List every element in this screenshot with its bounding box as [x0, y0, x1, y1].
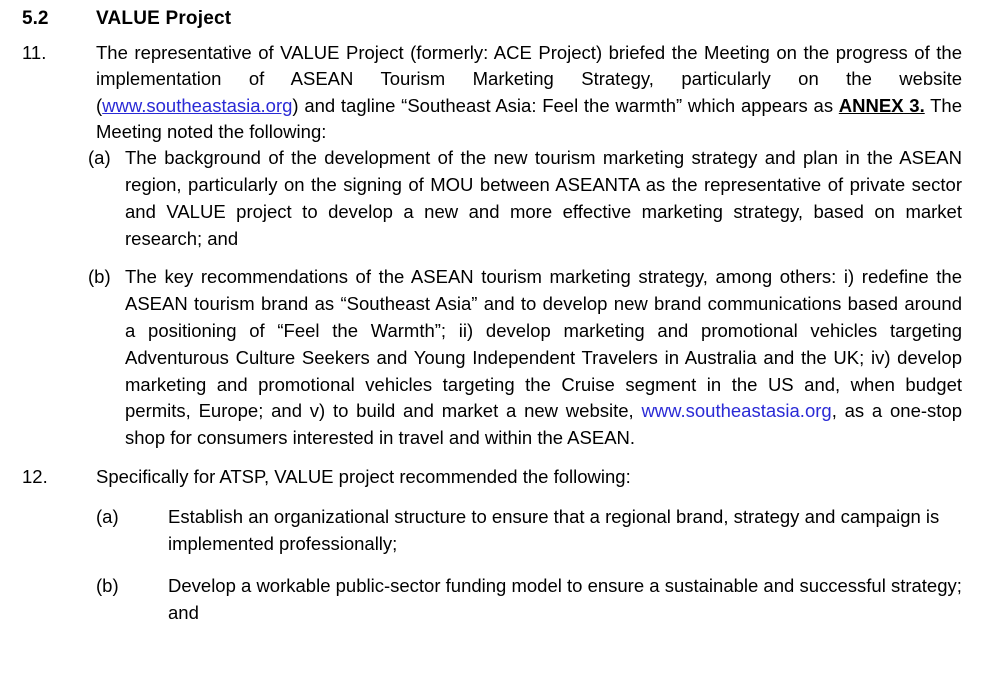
paragraph-11	[22, 40, 962, 145]
section-heading	[22, 8, 962, 30]
paragraph-11-body	[96, 40, 962, 145]
list-item-label: (b)	[96, 574, 119, 596]
list-item-text: Develop a workable public-sector funding model to ensure a sustainable and successful strategy; and	[168, 574, 962, 623]
section-title: VALUE Project	[96, 8, 232, 29]
paragraph-11-text-part-3: The Meeting noted the following:	[96, 94, 962, 142]
paragraph-11-text-part-2: ) and tagline “Southeast Asia: Feel the warmth” which appears as	[292, 94, 839, 116]
paragraph-11-sublist	[88, 145, 962, 452]
list-item-text	[125, 264, 962, 452]
southeastasia-link-1[interactable]: www.southeastasia.org	[102, 94, 293, 116]
list-item-label: (a)	[96, 506, 119, 528]
list-item-text: Establish an organizational structure to ensure that a regional brand, strategy and campaign is implemented professionally;	[168, 506, 940, 555]
annex-reference: ANNEX 3.	[838, 94, 925, 116]
list-item	[96, 573, 962, 627]
list-item	[88, 264, 962, 452]
list-item-text-part-2: , as a one-stop shop for consumers interested in travel and within the ASEAN.	[125, 400, 962, 449]
list-item	[96, 504, 962, 558]
paragraph-12-sublist	[96, 504, 962, 626]
list-item-label: (a)	[88, 147, 111, 169]
paragraph-11-number: 11.	[22, 42, 47, 63]
list-item-text: The background of the development of the new tourism marketing strategy and plan in the ASEAN region, particularly on the signing of MOU between ASEANTA as the representative of private sector and VALUE project to develop a new and more effective marketing strategy, based on market research; and	[125, 147, 962, 249]
paragraph-12	[22, 464, 962, 490]
section-number: 5.2	[22, 8, 49, 29]
southeastasia-link-2[interactable]: www.southeastasia.org	[641, 400, 832, 422]
list-item-text-part-1: The key recommendations of the ASEAN tourism marketing strategy, among others: i) redefine the ASEAN tourism brand as “Southeast Asia” and to develop new brand communications based around a positioning of “Feel the Warmth”; ii) develop marketing and promotional vehicles targeting Adventurous Culture Seekers and Young Independent Travelers in Australia and the UK; iv) develop marketing and promotional vehicles targeting the Cruise segment in the US and, when budget permits, Europe; and v) to build and market a new website,	[125, 266, 962, 422]
paragraph-11-text-part-1: The representative of VALUE Project (formerly: ACE Project) briefed the Meeting on the progress of the implementation of ASEAN Tourism Marketing Strategy, particularly on the website (	[96, 42, 962, 116]
list-item	[88, 145, 962, 252]
paragraph-12-number: 12.	[22, 466, 48, 487]
list-item-label: (b)	[88, 266, 111, 288]
paragraph-12-body: Specifically for ATSP, VALUE project recommended the following:	[96, 466, 631, 487]
